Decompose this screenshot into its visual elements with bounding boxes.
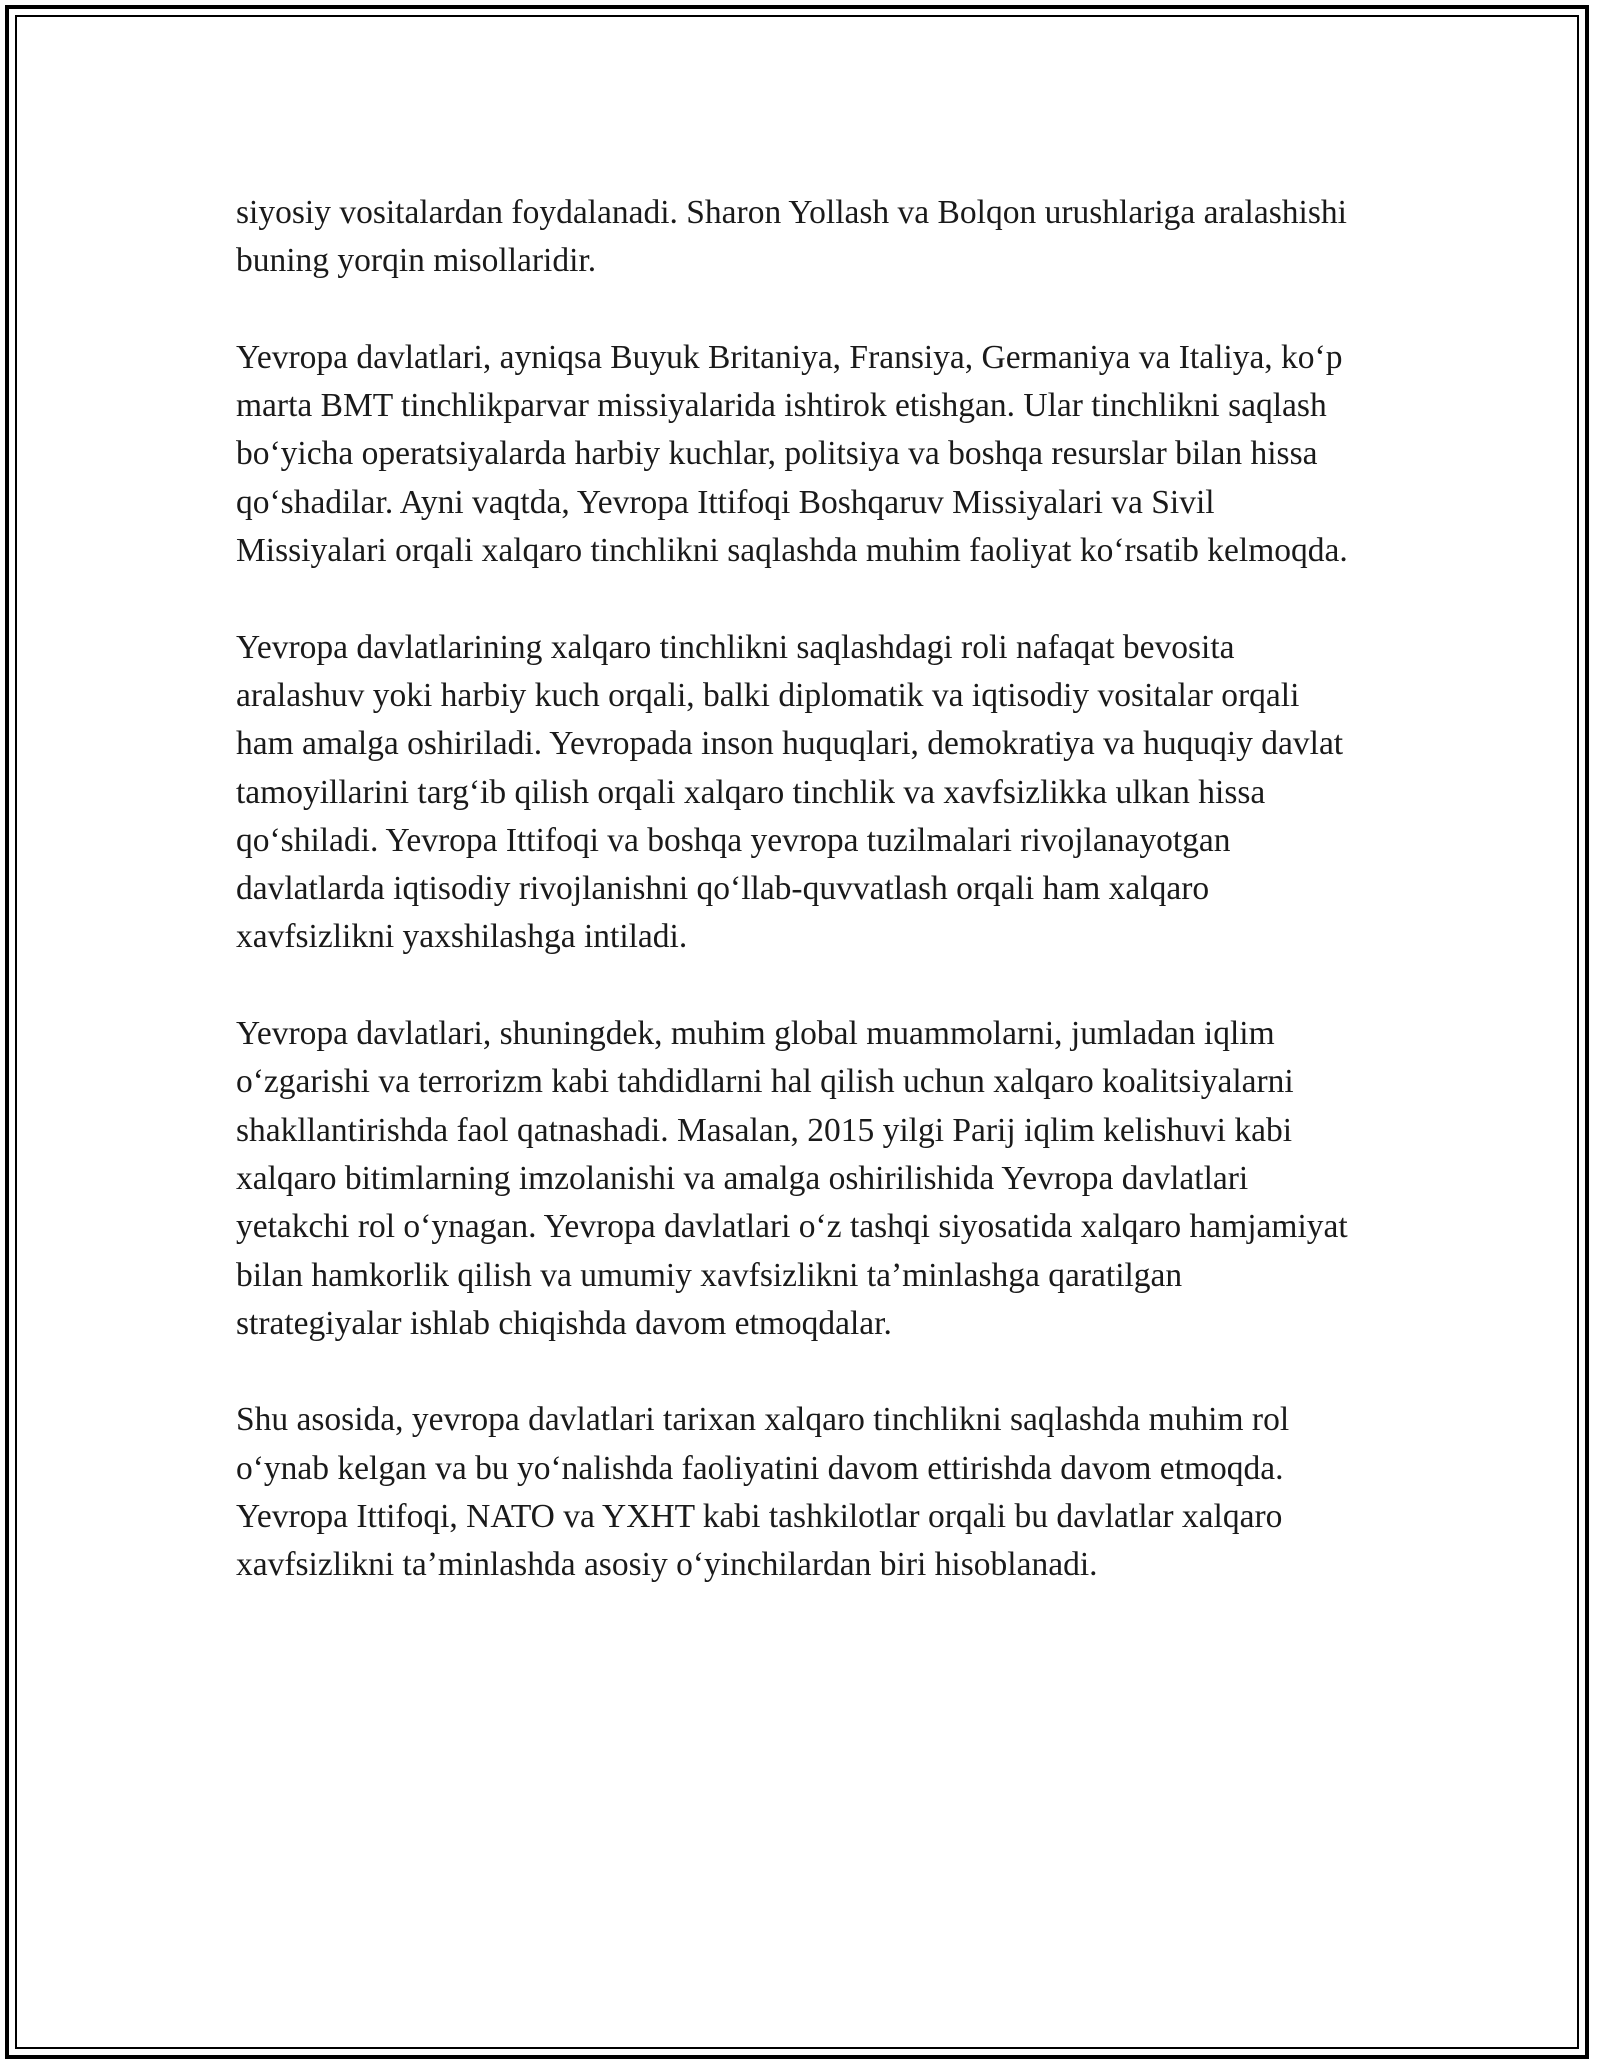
- document-body: [236, 189, 1356, 1638]
- paragraph-5: Shu asosida, yevropa davlatlari tarixan xalqaro tinchlikni saqlashda muhim rol oʻynab kelgan va bu yoʻnalishda faoliyatini davom ettirishda davom etmoqda. Yevropa Ittifoqi, NATO va YXHT kabi tashkilotlar orqali bu davlatlar xalqaro xavfsizlikni taʼminlashda asosiy oʻyinchilardan biri hisoblanadi.: [236, 1401, 1290, 1584]
- paragraph-4: Yevropa davlatlari, shuningdek, muhim global muammolarni, jumladan iqlim oʻzgarishi va terrorizm kabi tahdidlarni hal qilish uchun xalqaro koalitsiyalarni shakllantirishda faol qatnashadi. Masalan, 2015 yilgi Parij iqlim kelishuvi kabi xalqaro bitimlarning imzolanishi va amalga oshirilishida Yevropa davlatlari yetakchi rol oʻynagan. Yevropa davlatlari oʻz tashqi siyosatida xalqaro hamjamiyat bilan hamkorlik qilish va umumiy xavfsizlikni taʼminlashga qaratilgan strategiyalar ishlab chiqishda davom etmoqdalar.: [236, 1015, 1348, 1342]
- paragraph-3: Yevropa davlatlarining xalqaro tinchlikni saqlashdagi roli nafaqat bevosita aralashuv yoki harbiy kuch orqali, balki diplomatik va iqtisodiy vositalar orqali ham amalga oshiriladi. Yevropada inson huquqlari, demokratiya va huquqiy davlat tamoyillarini targʻib qilish orqali xalqaro tinchlik va xavfsizlikka ulkan hissa qoʻshiladi. Yevropa Ittifoqi va boshqa yevropa tuzilmalari rivojlanayotgan davlatlarda iqtisodiy rivojlanishni qoʻllab-quvvatlash orqali ham xalqaro xavfsizlikni yaxshilashga intiladi.: [236, 628, 1344, 956]
- paragraph-1: siyosiy vositalardan foydalanadi. Sharon Yollash va Bolqon urushlariga aralashishi buning yorqin misollaridir.: [236, 194, 1347, 280]
- paragraph-2: Yevropa davlatlari, ayniqsa Buyuk Britaniya, Fransiya, Germaniya va Italiya, koʻp marta BMT tinchlikparvar missiyalarida ishtirok etishgan. Ular tinchlikni saqlash boʻyicha operatsiyalarda harbiy kuchlar, politsiya va boshqa resurslar bilan hissa qoʻshadilar. Ayni vaqtda, Yevropa Ittifoqi Boshqaruv Missiyalari va Sivil Missiyalari orqali xalqaro tinchlikni saqlashda muhim faoliyat koʻrsatib kelmoqda.: [236, 338, 1348, 570]
